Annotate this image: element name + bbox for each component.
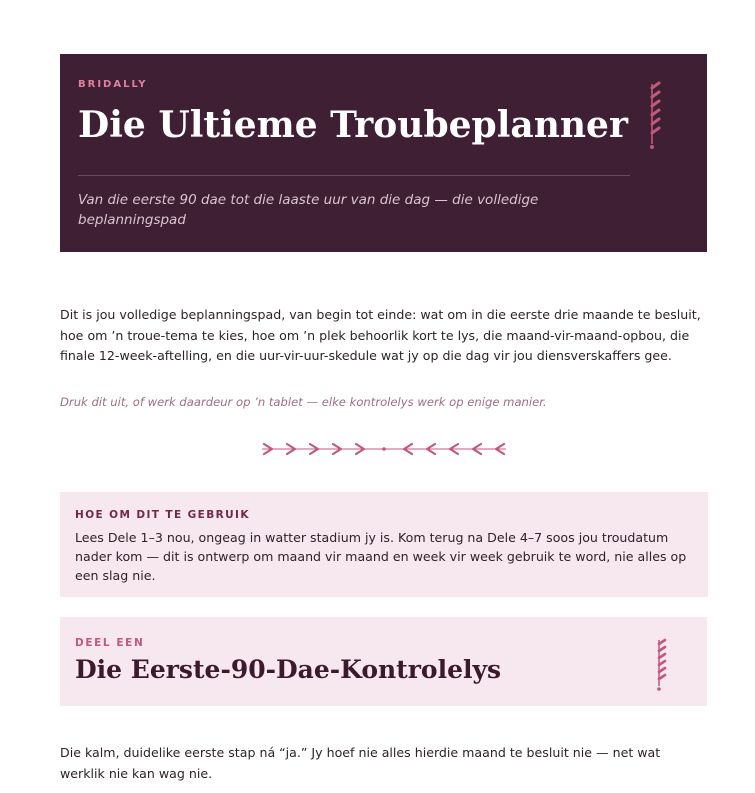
page-title: Die Ultieme Troubeplanner <box>78 104 628 146</box>
hero-banner <box>60 54 707 252</box>
wheat-sprig-icon <box>646 80 662 152</box>
how-to-use-body: Lees Dele 1–3 nou, ongeag in watter stadium jy is. Kom terug na Dele 4–7 soos jou troudatum nader kom — dit is ontwerp om maand vir maand en week vir week gebruik te word, nie alles op een slag nie. <box>75 530 687 583</box>
brand-eyebrow: BRIDALLY <box>78 79 148 90</box>
how-to-use-callout <box>60 492 708 597</box>
section-label: DEEL EEN <box>75 637 145 649</box>
intro-paragraph: Dit is jou volledige beplanningspad, van begin tot einde: wat om in die eerste drie maande te besluit, hoe om ’n troue-tema te kies, hoe om ’n plek behoorlik kort te lys, die maand-vir-maand-opbou, die finale 12-week-aftelling, en die uur-vir-uur-skedule wat jy op die dag vir jou diensverskaffers gee. <box>60 307 701 363</box>
print-note: Druk dit uit, of werk daardeur op ’n tablet — elke kontrolelys werk op enige manier. <box>60 395 547 409</box>
section-one-header <box>60 617 707 706</box>
how-to-use-label: HOE OM DIT TE GEBRUIK <box>75 509 250 521</box>
hero-divider-rule <box>78 175 630 176</box>
arrow-divider-icon <box>262 441 506 457</box>
section-lead-paragraph: Die kalm, duidelike eerste stap ná “ja.” Jy hoef nie alles hierdie maand te besluit nie — net wat werklik nie kan wag nie. <box>60 745 661 781</box>
page-subtitle: Van die eerste 90 dae tot die laaste uur van die dag — die volledige beplanningspad <box>78 192 539 228</box>
wheat-sprig-icon <box>654 637 668 693</box>
section-title: Die Eerste-90-Dae-Kontrolelys <box>75 655 502 684</box>
